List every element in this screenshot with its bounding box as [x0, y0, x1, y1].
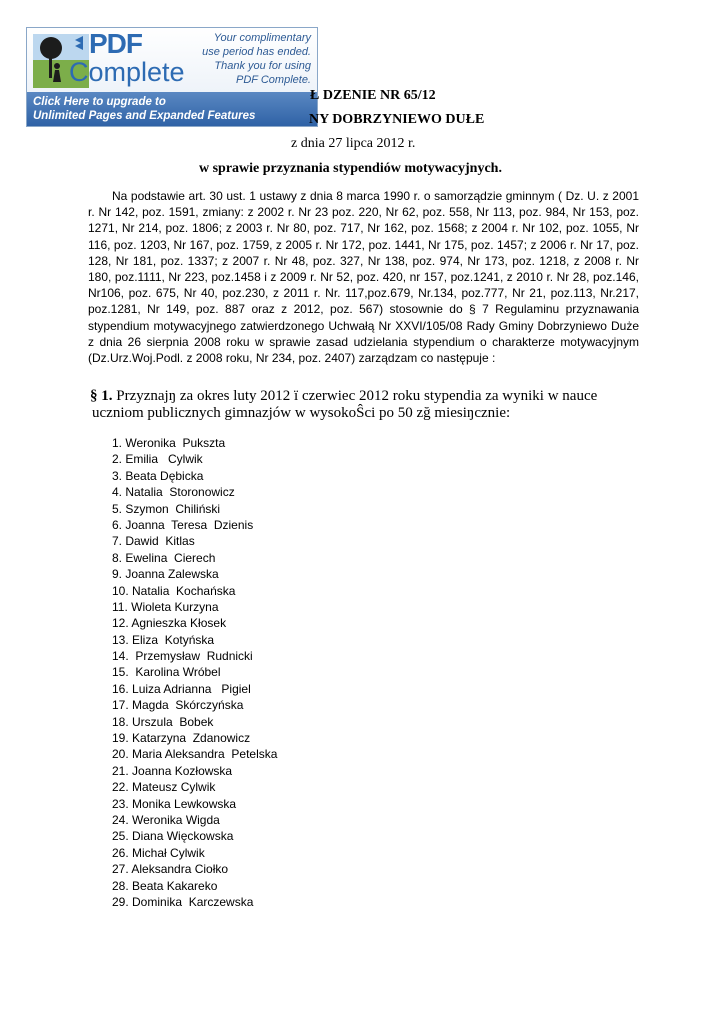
banner-message-line: PDF Complete. — [236, 74, 311, 86]
list-item: 22. Mateusz Cylwik — [112, 780, 216, 795]
list-item: 24. Weronika Wigda — [112, 812, 220, 827]
list-item: 29. Dominika Karczewska — [112, 894, 254, 909]
section-1-text-line1: Przyznajŋ za okres luty 2012 ï czerwiec 2012 roku stypendia za wyniki w nauce — [116, 388, 598, 404]
list-item: 1. Weronika Pukszta — [112, 436, 226, 450]
list-item: 20. Maria Aleksandra Petelska — [112, 747, 278, 762]
banner-message-line: Thank you for using — [214, 60, 311, 72]
list-item: 13. Eliza Kotyńska — [112, 632, 215, 647]
upgrade-link[interactable] — [33, 95, 255, 123]
list-item: 15. Karolina Wróbel — [112, 665, 221, 680]
list-item: 8. Ewelina Cierech — [112, 550, 216, 565]
banner-brand-pdf: PDF — [89, 28, 142, 59]
document-subject: w sprawie przyznania stypendiów motywacyjnych. — [199, 161, 502, 176]
list-item: 14. Przemysław Rudnicki — [112, 649, 253, 664]
list-item: 7. Dawid Kitlas — [112, 534, 195, 549]
list-item: 19. Katarzyna Zdanowicz — [112, 731, 251, 746]
upgrade-link-line1[interactable]: Click Here to upgrade to — [33, 96, 166, 108]
document-date: z dnia 27 lipca 2012 r. — [291, 136, 416, 151]
pdf-complete-banner[interactable] — [26, 27, 318, 127]
banner-top-panel — [27, 28, 317, 92]
document-subtitle: NY DOBRZYNIEWO DUŁE — [309, 112, 485, 127]
list-item: 12. Agnieszka Kłosek — [112, 616, 227, 631]
list-item: 11. Wioleta Kurzyna — [112, 599, 219, 614]
banner-message-line: Your complimentary — [213, 32, 311, 44]
section-1-label: § 1. — [90, 388, 113, 404]
legal-basis-paragraph: Na podstawie art. 30 ust. 1 ustawy z dnia 8 marca 1990 r. o samorządzie gminnym ( Dz. U. z 2001 r. Nr 142, poz. 1591, zmiany: z 2002 r. Nr 23 poz. 220, Nr 62, poz. 558, Nr 113, poz. 984, Nr 153, poz. 1271, Nr 214, poz. 1806; z 2003 r. Nr 80, poz. 717, Nr 162, poz. 1568; z 2004 r. Nr 102, poz. 1055, Nr 116, poz. 1203, Nr 167, poz. 1759, z 2005 r. Nr 172, poz. 1441, Nr 175, poz. 1457; z 2006 r. Nr 17, poz. 128, Nr 181, poz. 1337; z 2007 r. Nr 48, poz. 327, Nr 138, poz. 974, Nr 173, poz. 1218, z 2008 r. Nr 180, poz.1111, Nr 223, poz.1458 i z 2009 r. Nr 52, poz. 420, nr 157, poz.1241, z 2010 r. Nr 28, poz.146, Nr106, poz. 675, Nr 40, poz.230, z 2011 r. Nr. 117,poz.679, Nr.134, poz.777, Nr 21, poz.113, Nr.217, poz.1281, Nr 149, poz. 887 oraz z 2012, poz. 567) stosownie do § 7 Regulaminu przyznawania stypendium motywacyjnego zatwierdzonego Uchwałą Nr XXVI/105/08 Rady Gminy Dobrzyniewo Duże z dnia 26 sierpnia 2008 roku w sprawie zasad udzielania stypendium o charakterze motywacyjnym (Dz.Urz.Woj.Podl. z 2008 roku, Nr 234, poz. 2407) zarządzam co następuje : — [88, 189, 639, 366]
list-item: 25. Diana Więckowska — [112, 829, 234, 844]
list-item: 5. Szymon Chiliński — [112, 501, 221, 516]
list-item: 27. Aleksandra Ciołko — [112, 862, 229, 877]
banner-message — [187, 31, 311, 87]
list-item: 16. Luiza Adrianna Pigiel — [112, 681, 251, 696]
upgrade-link-bar[interactable] — [27, 92, 317, 126]
banner-message-line: use period has ended. — [202, 46, 311, 58]
list-item: 9. Joanna Zalewska — [112, 567, 219, 582]
list-item: 21. Joanna Kozłowska — [112, 763, 233, 778]
section-1 — [90, 388, 630, 422]
list-item: 17. Magda Skórczyńska — [112, 698, 244, 713]
list-item: 18. Urszula Bobek — [112, 714, 214, 729]
list-item: 23. Monika Lewkowska — [112, 796, 237, 811]
banner-brand-complete: Complete — [69, 57, 185, 87]
student-list — [112, 435, 277, 910]
list-item: 28. Beata Kakareko — [112, 878, 218, 893]
list-item: 3. Beata Dębicka — [112, 468, 204, 483]
upgrade-link-line2[interactable]: Unlimited Pages and Expanded Features — [33, 110, 256, 122]
list-item: 4. Natalia Storonowicz — [112, 485, 235, 500]
list-item: 6. Joanna Teresa Dzienis — [112, 517, 254, 532]
list-item: 10. Natalia Kochańska — [112, 583, 236, 598]
document-title: Ł DZENIE NR 65/12 — [310, 88, 436, 103]
section-1-text-line2: uczniom publicznych gimnazjów w wysokoŜci po 50 zğ miesiŋcznie: — [92, 405, 511, 421]
list-item: 26. Michał Cylwik — [112, 845, 205, 860]
list-item: 2. Emilia Cylwik — [112, 452, 203, 467]
